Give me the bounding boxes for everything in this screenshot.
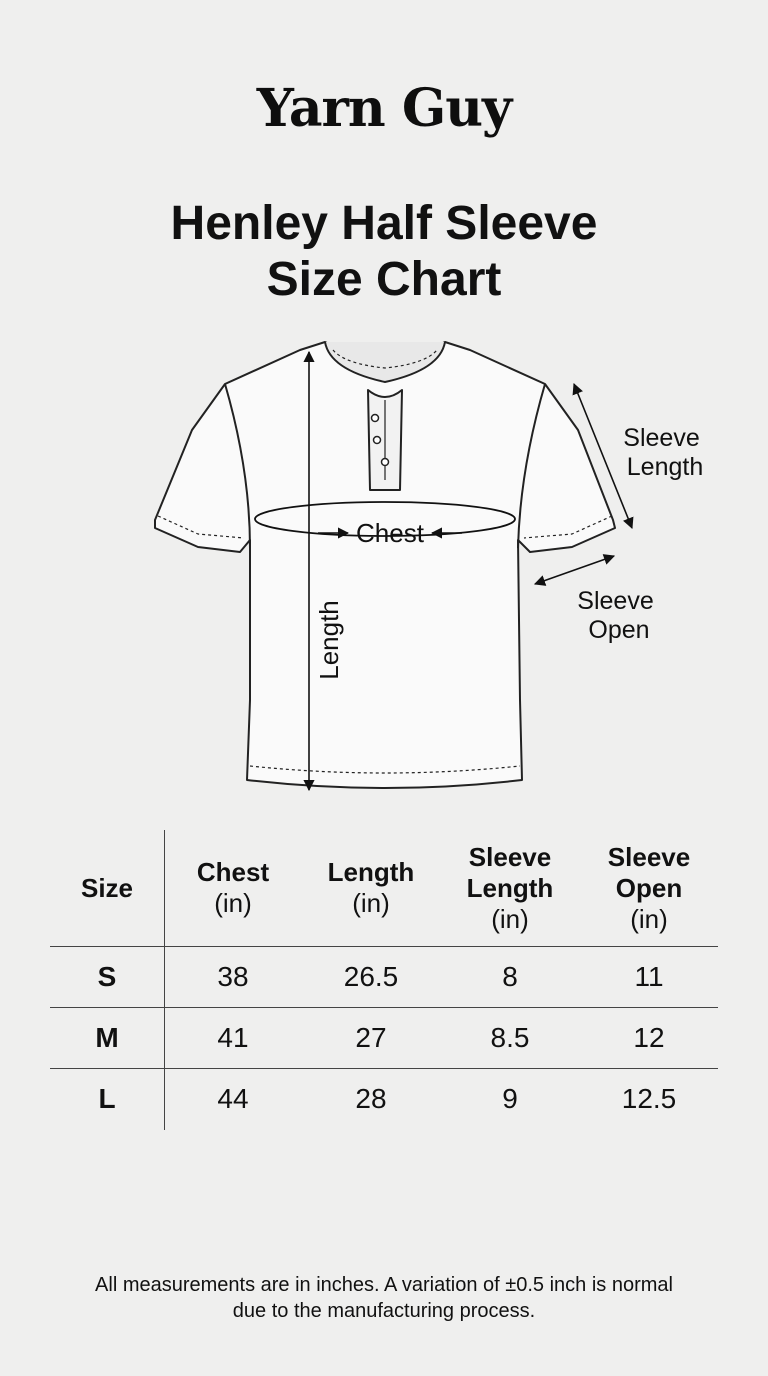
brand-logo-text: Yarn Guy [256,78,512,139]
header-size: Size [80,872,134,903]
table-cell-chest: 38 [217,960,249,992]
table-cell-sleeve-open: 11 [634,960,664,992]
table-cell-sleeve-open: 12.5 [621,1082,677,1114]
table-cell-sleeve-length: 9 [502,1082,518,1114]
header-chest: Chest (in) [196,857,270,918]
header-sleeve-length: Sleeve Length (in) [466,841,554,934]
sleeve-open-arrow [535,556,614,584]
table-cell-length: 26.5 [343,960,399,992]
table-cell-size: L [98,1082,116,1114]
footnote-text: All measurements are in inches. A variation of ±0.5 inch is normal due to the manufacturing process. [95,1274,673,1322]
sleeve-length-label: Sleeve Length [623,424,704,481]
title-line-2: Size Chart [266,253,502,306]
table-cell-sleeve-length: 8.5 [490,1021,530,1053]
title-line-1: Henley Half Sleeve [170,197,598,250]
table-cell-chest: 44 [217,1082,249,1114]
table-cell-chest: 41 [217,1021,249,1053]
table-cell-size: S [97,960,117,992]
header-sleeve-open: Sleeve Open (in) [607,841,691,934]
table-cell-sleeve-length: 8 [502,960,518,992]
length-label: Length [314,600,344,680]
page-title [0,196,768,308]
table-cell-sleeve-open: 12 [633,1021,665,1053]
henley-shirt-diagram [0,320,768,820]
sleeve-open-label: Sleeve Open [577,587,654,644]
chest-label: Chest [356,518,424,548]
header-length: Length (in) [327,857,415,918]
table-cell-length: 27 [355,1021,387,1053]
table-cell-size: M [95,1021,119,1053]
size-chart-table [50,830,718,1130]
table-cell-length: 28 [355,1082,387,1114]
shirt-outline-icon [155,342,615,788]
